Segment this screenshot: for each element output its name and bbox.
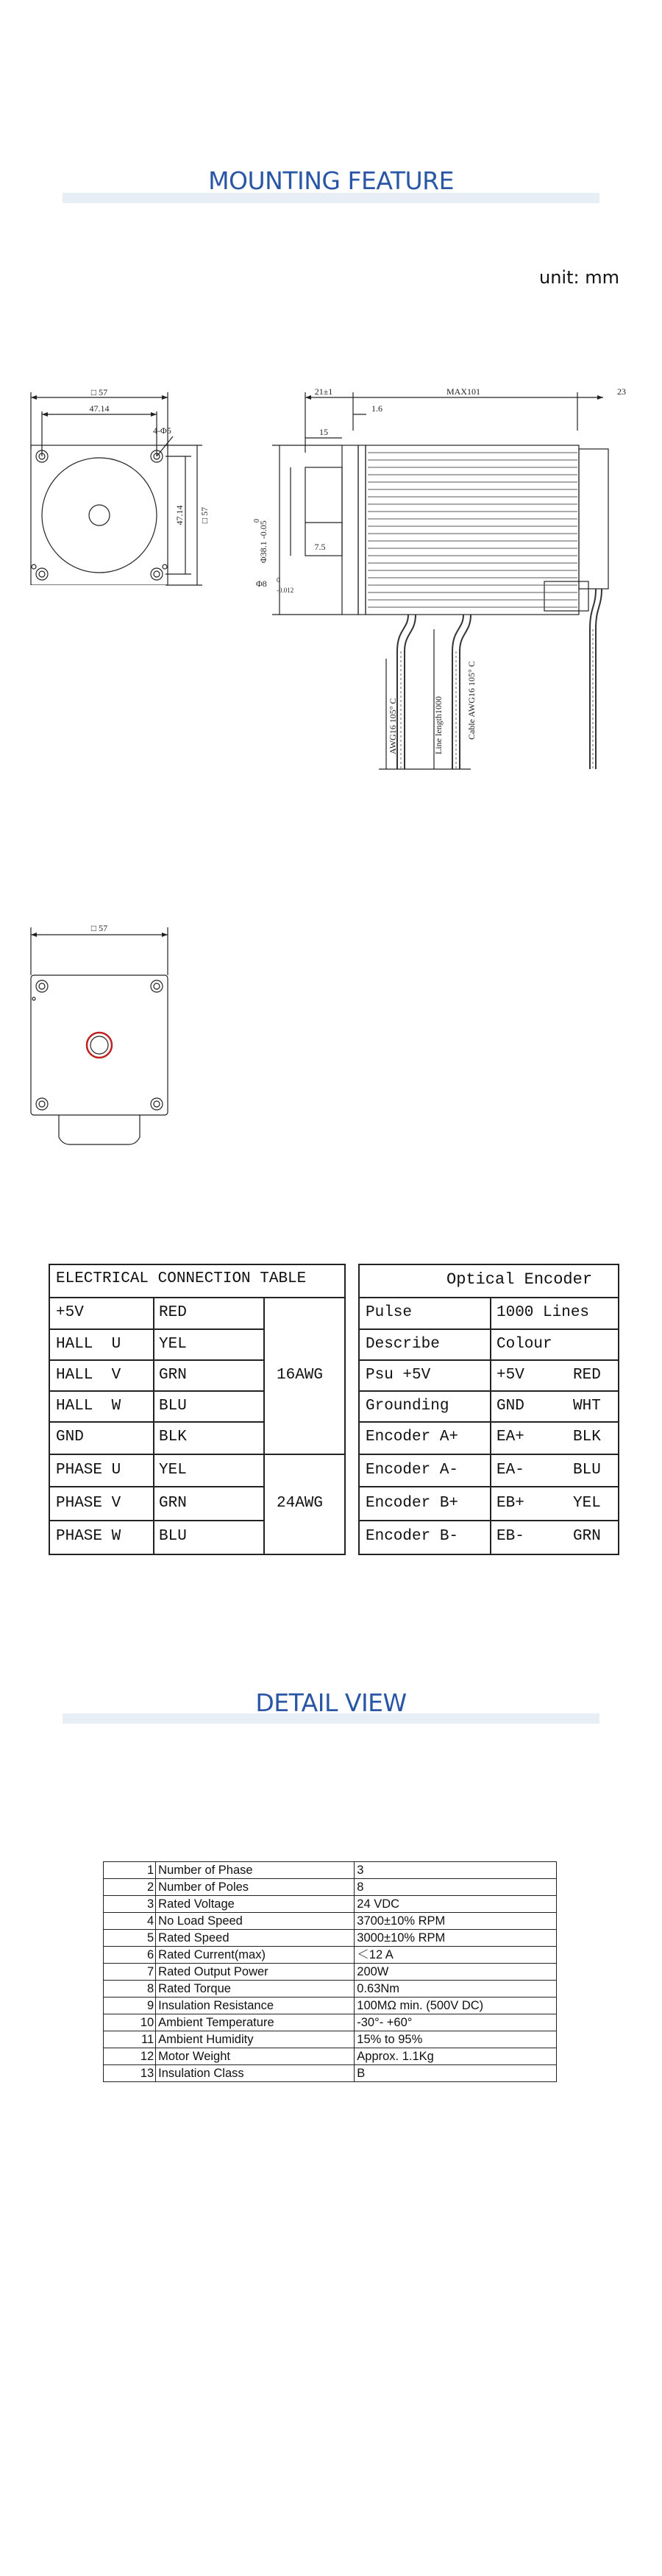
spec-name: Ambient Temperature (156, 2014, 355, 2031)
spec-name: Rated Voltage (156, 1896, 355, 1913)
spec-value: Approx. 1.1Kg (355, 2048, 557, 2065)
encoder-name-cell: Psu +5V (366, 1367, 431, 1384)
section-title: DETAIL VIEW (255, 1688, 407, 1717)
spec-number: 1 (104, 1862, 156, 1879)
encoder-name-cell: Describe (366, 1336, 440, 1353)
svg-text:□ 57: □ 57 (199, 506, 210, 524)
spec-name: Number of Phase (156, 1862, 355, 1879)
signal-cell: GND (56, 1429, 84, 1446)
dim-flange: 21±1 (314, 386, 333, 397)
dim-shaft-tol-bottom: -0.012 (277, 587, 294, 594)
side-view-drawing (250, 386, 647, 799)
encoder-name-cell: Encoder A+ (366, 1429, 459, 1446)
dim-square: 57 (99, 387, 108, 397)
table-row (104, 1879, 557, 1896)
spec-value: 100MΩ min. (500V DC) (355, 1998, 557, 2014)
spec-number: 5 (104, 1930, 156, 1947)
spec-value: 15% to 95% (355, 2031, 557, 2048)
color-cell: YEL (159, 1462, 187, 1479)
dim-shaft-tol-top: 0 (277, 576, 280, 584)
dim-bolt-spacing-v: 47.14 (174, 505, 185, 526)
front-view-drawing (22, 386, 177, 585)
dim-flat: 7.5 (314, 542, 326, 552)
signal-cell: +5V (56, 1304, 84, 1321)
encoder-color-cell: BLU (573, 1462, 601, 1479)
spec-number: 10 (104, 2014, 156, 2031)
section-title: MOUNTING FEATURE (208, 166, 454, 195)
color-cell: BLK (159, 1429, 187, 1446)
encoder-name-cell: Encoder B- (366, 1528, 459, 1545)
dim-square-v: 57 (199, 506, 210, 516)
spec-name: Insulation Class (156, 2065, 355, 2082)
dim-shaft-dia: Φ8 (256, 578, 267, 589)
table-row (104, 1964, 557, 1981)
spec-name: No Load Speed (156, 1913, 355, 1930)
table-row (104, 1998, 557, 2014)
signal-cell: PHASE W (56, 1528, 121, 1545)
dim-pilot-dia: Φ38.1 -0.05 (258, 520, 268, 563)
table-row (104, 1947, 557, 1964)
gauge-phase: 24AWG (277, 1495, 324, 1512)
optical-table-title: Optical Encoder (446, 1270, 593, 1289)
encoder-value-cell: 1000 Lines (496, 1304, 590, 1321)
encoder-name-cell: Grounding (366, 1398, 449, 1415)
table-row (104, 2065, 557, 2082)
electrical-connection-table (49, 1264, 346, 1555)
table-row (104, 1862, 557, 1879)
spec-value: 200W (355, 1964, 557, 1981)
encoder-name-cell: Encoder A- (366, 1462, 459, 1479)
color-cell: GRN (159, 1495, 187, 1512)
spec-name: Insulation Resistance (156, 1998, 355, 2014)
signal-cell: HALL V (56, 1367, 121, 1384)
signal-cell: PHASE U (56, 1462, 121, 1479)
spec-value: 8 (355, 1879, 557, 1896)
color-cell: YEL (159, 1336, 187, 1353)
wire-spec-1: AWG16 105° C (388, 698, 398, 754)
encoder-value-cell: GND (496, 1398, 524, 1415)
spec-number: 11 (104, 2031, 156, 2048)
svg-text:□ 57: □ 57 (90, 923, 108, 933)
signal-cell: HALL W (56, 1398, 121, 1415)
spec-name: Motor Weight (156, 2048, 355, 2065)
table-row (104, 1913, 557, 1930)
color-cell: GRN (159, 1367, 187, 1384)
spec-name: Rated Output Power (156, 1964, 355, 1981)
detail-view-header (63, 1688, 599, 1733)
spec-value: B (355, 2065, 557, 2082)
dim-shaft-length: 15 (319, 427, 328, 437)
spec-number: 8 (104, 1981, 156, 1998)
signal-cell: PHASE V (56, 1495, 121, 1512)
encoder-color-cell: RED (573, 1367, 601, 1384)
spec-name: Rated Speed (156, 1930, 355, 1947)
spec-number: 3 (104, 1896, 156, 1913)
dim-pilot: 1.6 (371, 403, 382, 414)
optical-encoder-table (358, 1264, 619, 1555)
encoder-color-cell: BLK (573, 1429, 601, 1446)
spec-number: 6 (104, 1947, 156, 1964)
spec-name: Rated Torque (156, 1981, 355, 1998)
spec-value: 3000±10% RPM (355, 1930, 557, 1947)
table-row (104, 2014, 557, 2031)
table-row (104, 1930, 557, 1947)
unit-label: unit: mm (539, 267, 619, 288)
encoder-color-cell: WHT (573, 1398, 601, 1415)
color-cell: BLU (159, 1528, 187, 1545)
wire-spec-3: Cable AWG16 105° C (466, 661, 477, 740)
encoder-value-cell: EB- (496, 1528, 524, 1545)
spec-value: 24 VDC (355, 1896, 557, 1913)
encoder-value-cell: +5V (496, 1367, 524, 1384)
encoder-value-cell: EA- (496, 1462, 524, 1479)
encoder-color-cell: GRN (573, 1528, 601, 1545)
spec-number: 9 (104, 1998, 156, 2014)
color-cell: RED (159, 1304, 187, 1321)
table-row (104, 2031, 557, 2048)
encoder-value-cell: Colour (496, 1336, 552, 1353)
dim-rear: 23 (617, 386, 626, 397)
table-row (104, 1896, 557, 1913)
spec-value: 3700±10% RPM (355, 1913, 557, 1930)
spec-number: 13 (104, 2065, 156, 2082)
dim-pilot-dia-tol: 0 (253, 519, 261, 523)
spec-value: 3 (355, 1862, 557, 1879)
dim-holes: 4-Φ5 (153, 425, 171, 436)
spec-number: 2 (104, 1879, 156, 1896)
spec-value: ＜12 A (355, 1947, 557, 1964)
wire-spec-2: Line length1000 (433, 696, 444, 754)
gauge-hall: 16AWG (277, 1367, 324, 1384)
spec-number: 7 (104, 1964, 156, 1981)
signal-cell: HALL U (56, 1336, 121, 1353)
spec-name: Rated Current(max) (156, 1947, 355, 1964)
rear-dim-square: 57 (99, 923, 108, 933)
spec-value: 0.63Nm (355, 1981, 557, 1998)
specifications-table (103, 1861, 557, 2082)
spec-number: 4 (104, 1913, 156, 1930)
svg-text:□ 57: □ 57 (90, 387, 108, 397)
rear-view-drawing (22, 916, 177, 1159)
spec-value: -30°- +60° (355, 2014, 557, 2031)
encoder-name-cell: Pulse (366, 1304, 413, 1321)
mounting-feature-header (63, 166, 599, 210)
encoder-color-cell: YEL (573, 1495, 601, 1512)
spec-name: Number of Poles (156, 1879, 355, 1896)
spec-number: 12 (104, 2048, 156, 2065)
encoder-value-cell: EA+ (496, 1429, 524, 1446)
dim-bolt-spacing: 47.14 (89, 403, 110, 414)
table-row (104, 1981, 557, 1998)
dim-length: MAX101 (446, 386, 481, 397)
encoder-value-cell: EB+ (496, 1495, 524, 1512)
front-view-vertical-dims (162, 442, 228, 589)
color-cell: BLU (159, 1398, 187, 1415)
encoder-name-cell: Encoder B+ (366, 1495, 459, 1512)
spec-name: Ambient Humidity (156, 2031, 355, 2048)
electrical-table-title: ELECTRICAL CONNECTION TABLE (56, 1270, 307, 1287)
table-row (104, 2048, 557, 2065)
